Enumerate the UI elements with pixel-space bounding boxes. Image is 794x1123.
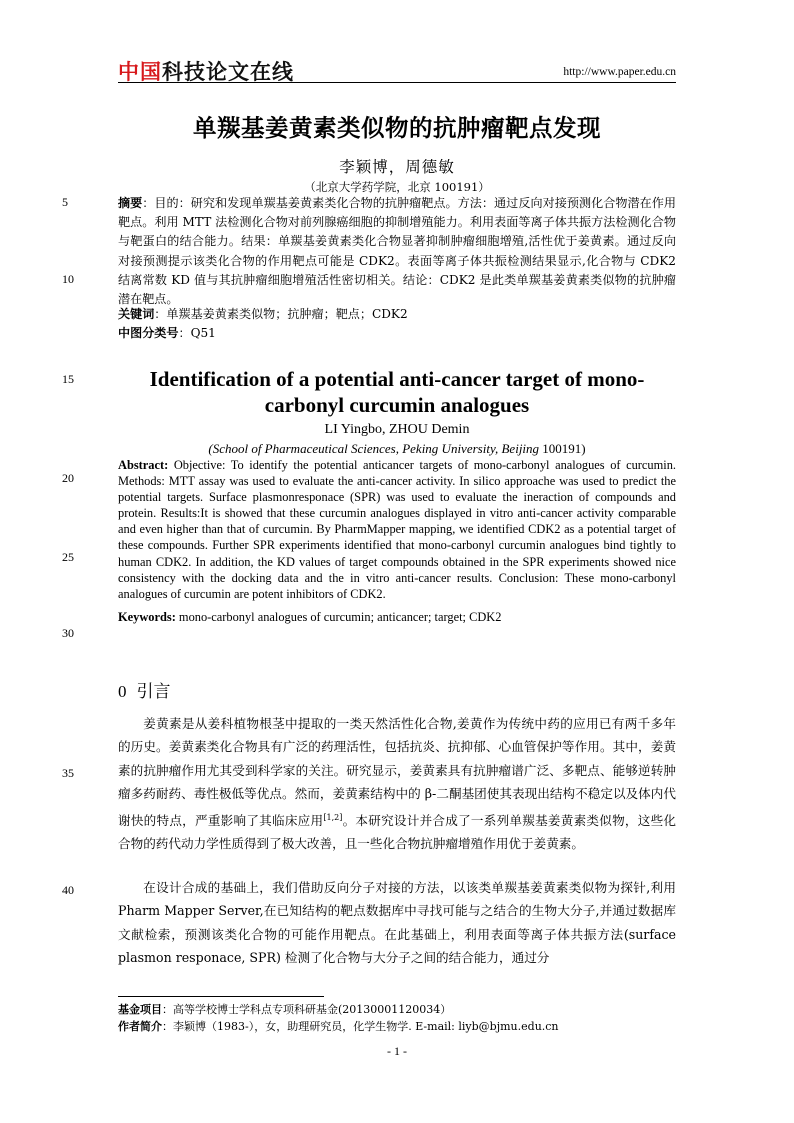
paper-title-en: Identification of a potential anti-cancer target of mono-carbonyl curcumin analogues <box>149 367 645 417</box>
logo-black-part: 科技论文在线 <box>162 60 294 84</box>
affiliation-en-tail: 100191) <box>539 441 586 456</box>
line-number: 20 <box>62 471 74 485</box>
keywords-cn <box>118 305 676 324</box>
paper-title-cn: 单羰基姜黄素类似物的抗肿瘤靶点发现 <box>193 114 601 142</box>
intro-p1-text-a: 姜黄素是从姜科植物根茎中提取的一类天然活性化合物,姜黄作为传统中药的应用已有两千多年的历史。姜黄素类化合物具有广泛的药理活性，包括抗炎、抗抑郁、心血管保护等作用。其中，姜黄素的抗肿瘤作用尤其受到科学家的关注。研究显示，姜黄素具有抗肿瘤谱广泛、多靶点、能够逆转肿瘤多药耐药、毒性极低等优点。然而，姜黄素结构中的 β-二酮基团使其表现出结构不稳定以及体内代谢快的特点，严重影响了其临床应用 <box>118 716 676 828</box>
abstract-cn <box>118 194 676 309</box>
keywords-cn-text: ：单羰基姜黄素类似物；抗肿瘤；靶点；CDK2 <box>154 307 408 321</box>
abstract-en <box>118 457 676 602</box>
abstract-cn-text: ：目的：研究和发现单羰基姜黄素类化合物的抗肿瘤靶点。方法：通过反向对接预测化合物潜在作用靶点。利用 MTT 法检测化合物对前列腺癌细胞的抑制增殖能力。利用表面等离子体共振方法检测化合物与靶蛋白的结合能力。结果：单羰基姜黄素类化合物显著抑制肿瘤细胞增殖,活性优于姜黄素。通过反向对接预测提示该类化合物的作用靶点可能是 CDK2。表面等离子体共振检测结果显示,化合物与 CDK2 结离常数 KD 值与其抗肿瘤细胞增殖活性密切相关。结论：CDK2 是此类单羰基姜黄素类似物的抗肿瘤潜在靶点。 <box>118 196 676 307</box>
abstract-en-label: Abstract: <box>118 458 169 472</box>
footnote-author <box>118 1019 676 1035</box>
clc-cn <box>118 324 676 343</box>
logo-red-part: 中国 <box>118 60 162 84</box>
author-label: 作者简介 <box>118 1020 162 1033</box>
keywords-en <box>118 609 676 625</box>
affiliation-en <box>118 441 676 457</box>
clc-cn-label: 中图分类号 <box>118 326 179 340</box>
section-heading <box>118 677 171 702</box>
line-number: 40 <box>62 883 74 897</box>
section-number: 0 <box>118 682 127 701</box>
intro-paragraph-2: 在设计合成的基础上，我们借助反向分子对接的方法，以该类单羰基姜黄素类似物为探针,利用 Pharm Mapper Server,在已知结构的靶点数据库中寻找可能与之结合的生物大分子,并通过数据库文献检索，预测该类化合物的可能作用靶点。在此基础上，利用表面等离子体共振方法(surface plasmon responace, SPR) 检测了化合物与大分子之间的结合能力，通过分 <box>118 880 676 966</box>
line-number: 35 <box>62 766 74 780</box>
footnote-fund <box>118 1002 676 1018</box>
line-number: 10 <box>62 272 74 286</box>
affiliation-en-italic: (School of Pharmaceutical Sciences, Peking University, Beijing <box>208 441 540 456</box>
line-number: 5 <box>62 195 68 209</box>
fund-label: 基金项目 <box>118 1003 162 1016</box>
author-text: ：李颖博（1983-），女，助理研究员，化学生物学. E-mail: liyb@bjmu.edu.cn <box>162 1020 559 1033</box>
footnote-rule <box>118 996 324 997</box>
journal-logo <box>118 59 294 83</box>
abstract-en-text: Objective: To identify the potential anticancer targets of mono-carbonyl analogues of curcumin. Methods: MTT assay was used to evaluate the anti-cancer activity. In silico approache was used to predict the potential targets. Surface plasmonresponace (SPR) was used to evaluate the ineraction of compounds and protein. Results:It is showed that these curcumin analogues displayed in vitro anti-cancer activity comparable and even higher than that of curcumin. By PharmMapper mapping, we identified CDK2 as a potential target of these compounds. Further SPR experiments identified that mono-carbonyl curcumin analogues bind tightly to human CDK2. In addition, the KD values of target compounds obtained in the SPR experiments showed nice consistency with the docking data and the in vitro anti-cancer results. Conclusion: These mono-carbonyl analogues of curcumin are potent inhibitors of CDK2. <box>118 458 676 601</box>
affiliation-cn: （北京大学药学院，北京 100191） <box>304 180 490 194</box>
citation-ref[interactable]: [1,2] <box>323 812 343 822</box>
keywords-en-text: mono-carbonyl analogues of curcumin; anticancer; target; CDK2 <box>175 610 502 624</box>
authors-cn: 李颖博，周德敏 <box>339 158 455 176</box>
line-number: 25 <box>62 550 74 564</box>
section-title: 引言 <box>136 682 171 702</box>
header-url[interactable]: http://www.paper.edu.cn <box>563 66 676 78</box>
keywords-en-label: Keywords: <box>118 610 176 624</box>
intro-paragraph-1 <box>118 712 676 856</box>
fund-text: ：高等学校博士学科点专项科研基金(20130001120034） <box>162 1003 452 1016</box>
line-number: 30 <box>62 626 74 640</box>
authors-en: LI Yingbo, ZHOU Demin <box>324 422 470 437</box>
line-number: 15 <box>62 372 74 386</box>
keywords-cn-label: 关键词 <box>118 307 155 321</box>
intro-p1-text-b: 。本研究设计并合成了一系列单羰基姜黄素类似物，这些化合物的药代动力学性质得到了极大改善，且一些化合物抗肿瘤增殖作用优于姜黄素。 <box>118 812 677 852</box>
header-rule <box>118 82 676 83</box>
page-number: - 1 - <box>387 1044 407 1058</box>
abstract-cn-label: 摘要 <box>118 196 143 210</box>
clc-cn-text: ：Q51 <box>178 326 216 340</box>
